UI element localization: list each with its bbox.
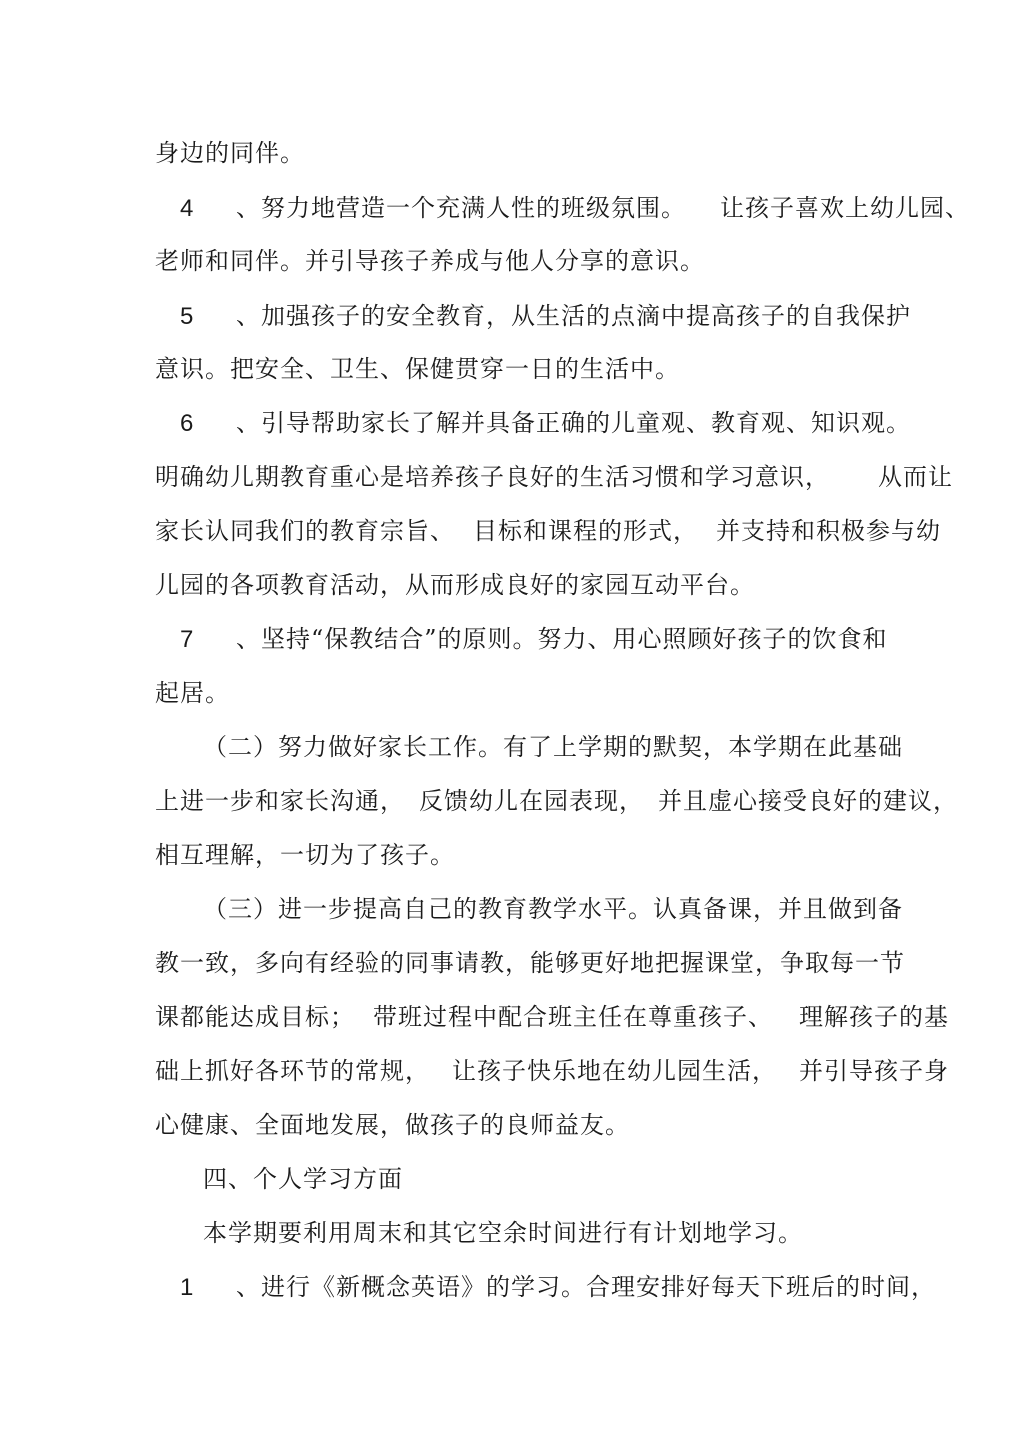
list-item bbox=[180, 193, 970, 224]
text-line bbox=[155, 1056, 949, 1086]
line-text: 带班过程中配合班主任在尊重孩子、 bbox=[373, 1003, 773, 1031]
list-number: 5 bbox=[180, 303, 194, 330]
line-text: 、加强孩子的安全教育，从生活的点滴中提高孩子的自我保护 bbox=[236, 302, 911, 330]
text-line bbox=[155, 678, 230, 708]
section-heading bbox=[203, 1164, 403, 1194]
text-line bbox=[155, 462, 953, 492]
line-text: 心健康、全面地发展，做孩子的良师益友。 bbox=[155, 1111, 630, 1139]
text-line bbox=[155, 570, 755, 600]
line-text: 目标和课程的形式， bbox=[473, 517, 698, 545]
paragraph-start bbox=[203, 894, 903, 924]
line-text: 并且虚心接受良好的建议， bbox=[658, 787, 958, 815]
text-line bbox=[155, 840, 455, 870]
line-text: 四、个人学习方面 bbox=[203, 1165, 403, 1193]
text-line bbox=[155, 354, 680, 384]
line-text: 让孩子快乐地在幼儿园生活， bbox=[452, 1057, 777, 1085]
text-line bbox=[155, 1110, 630, 1140]
line-text: 起居。 bbox=[155, 679, 230, 707]
line-text: 上进一步和家长沟通， bbox=[155, 787, 405, 815]
list-number: 1 bbox=[180, 1274, 194, 1301]
text-line bbox=[155, 1002, 949, 1032]
line-text: 课都能达成目标； bbox=[155, 1003, 355, 1031]
list-number: 7 bbox=[180, 626, 194, 653]
line-text: 意识。把安全、卫生、保健贯穿一日的生活中。 bbox=[155, 355, 680, 383]
line-text: 并支持和积极参与幼 bbox=[716, 517, 941, 545]
line-text: 家长认同我们的教育宗旨、 bbox=[155, 517, 455, 545]
line-text: 从而让 bbox=[878, 463, 953, 491]
line-text: 理解孩子的基 bbox=[799, 1003, 949, 1031]
text-line bbox=[155, 246, 705, 276]
line-text: 本学期要利用周末和其它空余时间进行有计划地学习。 bbox=[203, 1219, 803, 1247]
list-number: 4 bbox=[180, 195, 194, 222]
line-text: 、进行《新概念英语》的学习。合理安排好每天下班后的时间， bbox=[236, 1273, 936, 1301]
line-text: 、坚持“保教结合”的原则。努力、用心照顾好孩子的饮食和 bbox=[236, 625, 888, 653]
line-text: 教一致，多向有经验的同事请教，能够更好地把握课堂，争取每一节 bbox=[155, 949, 905, 977]
text-line bbox=[155, 786, 958, 816]
line-text: （二）努力做好家长工作。有了上学期的默契，本学期在此基础 bbox=[203, 733, 903, 761]
list-item bbox=[180, 1272, 936, 1303]
line-text: 并引导孩子身 bbox=[799, 1057, 949, 1085]
line-text: （三）进一步提高自己的教育教学水平。认真备课，并且做到备 bbox=[203, 895, 903, 923]
list-item bbox=[180, 301, 911, 332]
text-line bbox=[155, 516, 941, 546]
line-text: 明确幼儿期教育重心是培养孩子良好的生活习惯和学习意识， bbox=[155, 463, 830, 491]
line-text: 身边的同伴。 bbox=[155, 139, 305, 167]
line-text: 反馈幼儿在园表现， bbox=[419, 787, 644, 815]
list-item bbox=[180, 624, 888, 655]
list-number: 6 bbox=[180, 410, 194, 437]
text-line bbox=[155, 138, 305, 168]
line-text: 、引导帮助家长了解并具备正确的儿童观、教育观、知识观。 bbox=[236, 409, 911, 437]
text-line bbox=[155, 948, 905, 978]
line-text: 相互理解，一切为了孩子。 bbox=[155, 841, 455, 869]
line-text: 老师和同伴。并引导孩子养成与他人分享的意识。 bbox=[155, 247, 705, 275]
paragraph-start bbox=[203, 1218, 803, 1248]
line-text: 础上抓好各环节的常规， bbox=[155, 1057, 430, 1085]
line-text: 让孩子喜欢上幼儿园、 bbox=[720, 194, 970, 222]
paragraph-start bbox=[203, 732, 903, 762]
line-text: 、努力地营造一个充满人性的班级氛围。 bbox=[236, 194, 686, 222]
list-item bbox=[180, 408, 911, 439]
line-text: 儿园的各项教育活动，从而形成良好的家园互动平台。 bbox=[155, 571, 755, 599]
